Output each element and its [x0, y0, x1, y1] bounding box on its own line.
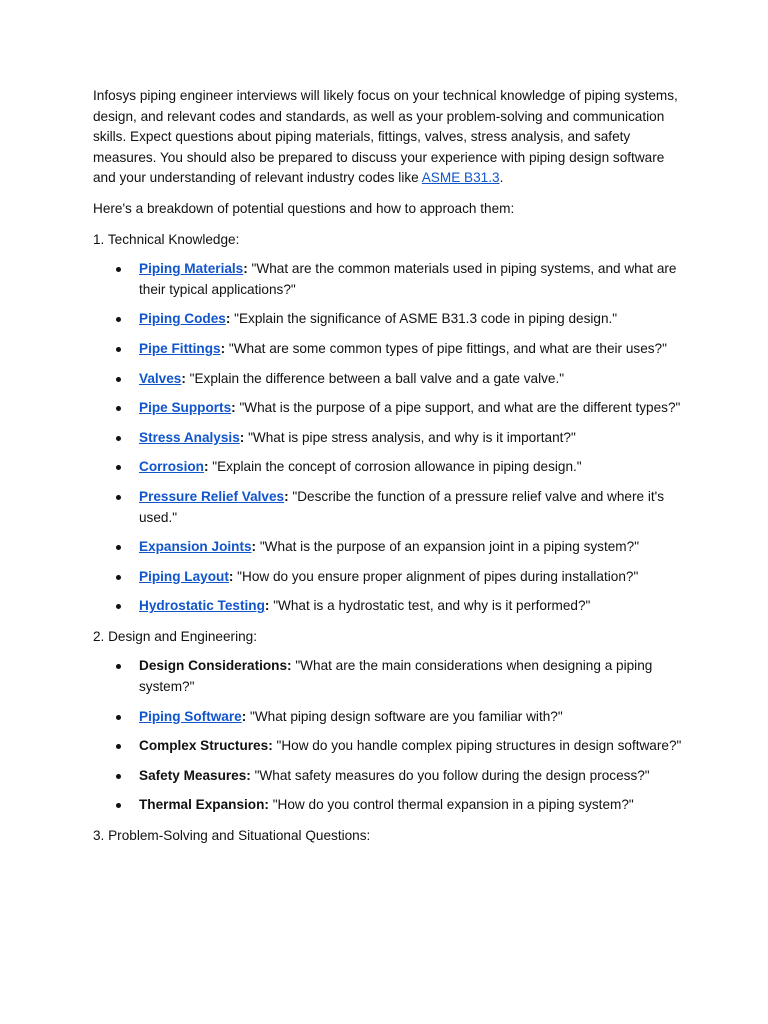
question-text: "How do you ensure proper alignment of pipes during installation?" — [233, 568, 639, 584]
list-item: Thermal Expansion: "How do you control thermal expansion in a piping system?" — [93, 795, 683, 816]
technical-list — [93, 259, 683, 617]
list-item: Pipe Fittings: "What are some common types of pipe fittings, and what are their uses?" — [93, 339, 683, 360]
question-text: "What is the purpose of an expansion joint in a piping system?" — [256, 539, 640, 555]
question-text: "What is a hydrostatic test, and why is it performed?" — [269, 598, 591, 614]
question-text: "Explain the concept of corrosion allowance in piping design." — [208, 459, 582, 475]
term-safety-measures: Safety Measures — [139, 767, 247, 783]
question-text: "Describe the function of a pressure relief valve and where it's used." — [139, 488, 665, 525]
list-item: Piping Codes: "Explain the significance of ASME B31.3 code in piping design." — [93, 309, 683, 330]
list-item: Hydrostatic Testing: "What is a hydrostatic test, and why is it performed?" — [93, 596, 683, 617]
term-link-piping-layout[interactable]: Piping Layout — [139, 568, 229, 584]
term-link-piping-materials[interactable]: Piping Materials — [139, 261, 244, 277]
section-heading-problem-solving: 3. Problem-Solving and Situational Questions: — [93, 828, 371, 844]
term-link-corrosion[interactable]: Corrosion — [139, 459, 204, 475]
term-link-piping-codes[interactable]: Piping Codes — [139, 311, 226, 327]
question-text: "What is pipe stress analysis, and why is it important?" — [244, 429, 576, 445]
list-item: Safety Measures: "What safety measures do you follow during the design process?" — [93, 766, 683, 787]
term-design-considerations: Design Considerations — [139, 658, 288, 674]
question-text: "How do you handle complex piping structures in design software?" — [272, 738, 682, 754]
intro-text: Infosys piping engineer interviews will likely focus on your technical knowledge of piping systems, design, and relevant codes and standards, as well as your problem-solving and communication skills. Expect questions about piping materials, fittings, valves, stress analysis, and safety measures. You should also be prepared to discuss your experience with piping design software and your understanding of relevant industry codes like — [93, 88, 678, 186]
asme-b313-link[interactable]: ASME B31.3 — [421, 170, 500, 186]
document-content — [93, 86, 683, 847]
intro-paragraph — [93, 86, 683, 189]
intro-end: . — [499, 170, 504, 186]
list-item: Valves: "Explain the difference between a ball valve and a gate valve." — [93, 369, 683, 390]
list-item: Corrosion: "Explain the concept of corrosion allowance in piping design." — [93, 457, 683, 478]
section-heading-technical: 1. Technical Knowledge: — [93, 231, 240, 247]
question-text: "What safety measures do you follow during the design process?" — [250, 767, 650, 783]
list-item: Expansion Joints: "What is the purpose of an expansion joint in a piping system?" — [93, 537, 683, 558]
list-item: Stress Analysis: "What is pipe stress analysis, and why is it important?" — [93, 428, 683, 449]
term-link-pipe-supports[interactable]: Pipe Supports — [139, 400, 232, 416]
list-item: Piping Layout: "How do you ensure proper alignment of pipes during installation?" — [93, 567, 683, 588]
list-item: Complex Structures: "How do you handle complex piping structures in design software?" — [93, 736, 683, 757]
question-text: "Explain the significance of ASME B31.3 code in piping design." — [230, 311, 618, 327]
question-text: "What are the common materials used in piping systems, and what are their typical applications?" — [139, 261, 677, 297]
question-text: "What piping design software are you familiar with?" — [246, 708, 563, 724]
term-link-stress-analysis[interactable]: Stress Analysis — [139, 429, 240, 445]
design-list — [93, 656, 683, 816]
list-item: Piping Software: "What piping design software are you familiar with?" — [93, 707, 683, 728]
list-item: Design Considerations: "What are the main considerations when designing a piping system?" — [93, 656, 683, 697]
list-item: Piping Materials: "What are the common materials used in piping systems, and what are their typical applications?" — [93, 259, 683, 300]
list-item: Pipe Supports: "What is the purpose of a pipe support, and what are the different types?" — [93, 398, 683, 419]
question-text: "Explain the difference between a ball valve and a gate valve." — [185, 370, 565, 386]
term-link-pipe-fittings[interactable]: Pipe Fittings — [139, 340, 221, 356]
list-item: Pressure Relief Valves: "Describe the function of a pressure relief valve and where it's used." — [93, 487, 683, 528]
question-text: "What are the main considerations when designing a piping system?" — [139, 658, 653, 695]
question-text: "How do you control thermal expansion in a piping system?" — [268, 797, 634, 813]
term-complex-structures: Complex Structures — [139, 738, 269, 754]
question-text: "What is the purpose of a pipe support, and what are the different types?" — [235, 400, 681, 416]
breakdown-paragraph: Here's a breakdown of potential questions and how to approach them: — [93, 200, 515, 216]
term-link-hydrostatic-testing[interactable]: Hydrostatic Testing — [139, 598, 265, 614]
term-thermal-expansion: Thermal Expansion — [139, 797, 265, 813]
term-link-pressure-relief-valves[interactable]: Pressure Relief Valves — [139, 488, 285, 504]
term-link-expansion-joints[interactable]: Expansion Joints — [139, 539, 252, 555]
term-link-valves[interactable]: Valves — [139, 370, 182, 386]
term-link-piping-software[interactable]: Piping Software — [139, 708, 242, 724]
section-heading-design: 2. Design and Engineering: — [93, 628, 257, 644]
question-text: "What are some common types of pipe fittings, and what are their uses?" — [225, 340, 667, 356]
